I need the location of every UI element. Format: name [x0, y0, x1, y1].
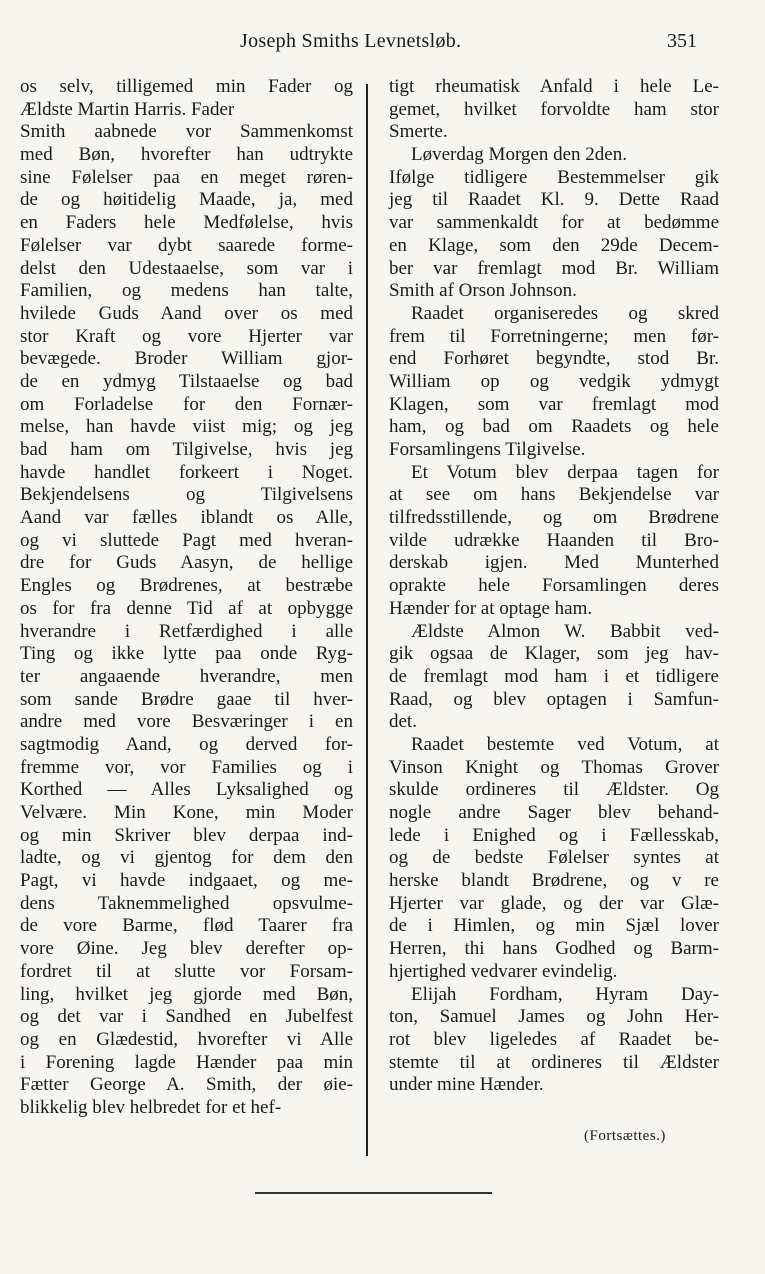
text-line: Ting og ikke lytte paa onde Ryg- [20, 643, 353, 665]
text-line: herske blandt Brødrene, og v re [389, 870, 719, 892]
text-line: bad ham om Tilgivelse, hvis jeg [20, 439, 353, 460]
text-line: sagtmodig Aand, og derved for- [20, 733, 353, 755]
right-column [389, 76, 719, 1097]
text-line: en Faders hele Medfølelse, hvis [20, 212, 353, 234]
text-line: om Forladelse for den Fornær- [20, 393, 353, 415]
text-line: frem til Forretningerne; men før- [389, 325, 719, 347]
text-line: Velvære. Min Kone, min Moder [20, 802, 353, 823]
text-line: os for fra denne Tid af at opbygge [20, 597, 353, 619]
text-line: tigt rheumatisk Anfald i hele Le- [389, 76, 719, 97]
text-line: rot blev ligeledes af Raadet be- [389, 1028, 719, 1050]
text-line: havde handlet forkeert i Noget. [20, 461, 353, 483]
text-line: lede i Enighed og i Fællesskab, [389, 824, 719, 846]
text-line: melse, han havde viist mig; og jeg [20, 416, 353, 438]
text-line: Korthed — Alles Lyksalighed og [20, 779, 353, 801]
text-line: hvilede Guds Aand over os med [20, 302, 353, 324]
text-line: hverandre i Retfærdighed i alle [20, 620, 353, 642]
running-title: Joseph Smiths Levnetsløb. [240, 30, 462, 52]
text-line: de en ydmyg Tilstaaelse og bad [20, 370, 353, 392]
text-line: ladte, og vi gjentog for dem den [20, 847, 353, 869]
text-line: og en Glædestid, hvorefter vi Alle [20, 1028, 353, 1050]
text-line: Smerte. [389, 121, 448, 143]
text-line: jeg til Raadet Kl. 9. Dette Raad [389, 189, 719, 211]
text-line: og min Skriver blev derpaa ind- [20, 824, 353, 846]
text-line: vore Øine. Jeg blev derefter op- [20, 938, 353, 960]
text-line: de og høitidelig Maade, ja, med [20, 189, 353, 211]
text-line: Fætter George A. Smith, der øie- [20, 1074, 353, 1096]
text-line: Raad, og blev optagen i Samfun- [389, 688, 719, 710]
text-line: fordret til at slutte vor Forsam- [20, 960, 353, 982]
text-line: bevægede. Broder William gjor- [20, 348, 353, 370]
text-line: med Bøn, hvorefter han udtrykte [20, 144, 353, 166]
text-line: os selv, tilligemed min Fader og [20, 76, 353, 97]
left-column [20, 76, 353, 1120]
text-line: Ældste Martin Harris. Fader [20, 98, 235, 120]
text-line: de fremlagt mod ham i et tidligere [389, 665, 719, 687]
text-line: de i Himlen, og min Sjæl lover [389, 915, 719, 937]
text-line: Pagt, vi havde indgaaet, og me- [20, 870, 353, 892]
text-line: i Forening lagde Hænder paa min [20, 1051, 353, 1073]
text-line: sine Følelser paa en meget røren- [20, 166, 353, 188]
text-line: de vore Barme, flød Taarer fra [20, 915, 353, 937]
text-line: som sande Brødre gaae til hver- [20, 688, 353, 710]
text-line: ter angaaende hverandre, men [20, 665, 353, 687]
text-line: Løverdag Morgen den 2den. [411, 144, 627, 166]
text-line: ber var fremlagt mod Br. William [389, 257, 719, 279]
column-divider [366, 84, 368, 1156]
text-line: Et Votum blev derpaa tagen for [411, 461, 719, 483]
text-line: dens Taknemmelighed opsvulme- [20, 892, 353, 914]
text-line: Raadet organiseredes og skred [411, 302, 719, 324]
text-line: fremme vor, vor Families og i [20, 756, 353, 778]
text-line: tilfredsstillende, og om Brødrene [389, 507, 719, 529]
text-line: Klagen, som var fremlagt mod [389, 393, 719, 415]
text-line: Hænder for at optage ham. [389, 597, 593, 619]
text-line: Smith af Orson Johnson. [389, 280, 577, 302]
text-line: og vi sluttede Pagt med hveran- [20, 529, 353, 551]
text-line: ton, Samuel James og John Her- [389, 1006, 719, 1028]
text-line: Hjerter var glade, og der var Glæ- [389, 892, 719, 914]
text-line: under mine Hænder. [389, 1074, 544, 1096]
text-line: Herren, thi hans Godhed og Barm- [389, 938, 719, 960]
text-line: gik ogsaa de Klager, som jeg hav- [389, 643, 719, 665]
text-line: oprakte hele Forsamlingen deres [389, 575, 719, 597]
page-header [0, 30, 765, 56]
text-line: Ældste Almon W. Babbit ved- [411, 620, 719, 642]
text-line: hjertighed vedvarer evindelig. [389, 960, 618, 982]
text-line: og det var i Sandhed en Jubelfest [20, 1006, 353, 1028]
text-line: at see om hans Bekjendelse var [389, 484, 719, 506]
text-line: ling, hvilket jeg gjorde med Bøn, [20, 983, 353, 1005]
text-line: stemte til at ordineres til Ældster [389, 1051, 719, 1073]
text-line: ham, og bad om Raadets og hele [389, 416, 719, 438]
text-line: Ifølge tidligere Bestemmelser gik [389, 166, 719, 188]
text-line: stor Kraft og vore Hjerter var [20, 325, 353, 347]
text-line: en Klage, som den 29de Decem- [389, 234, 719, 256]
text-line: delst den Udestaaelse, som var i [20, 257, 353, 279]
text-line: det. [389, 711, 417, 733]
page-number: 351 [667, 30, 697, 52]
continued-note: (Fortsættes.) [584, 1128, 666, 1144]
text-line: Følelser var dybt saarede forme- [20, 234, 353, 256]
text-line: Raadet bestemte ved Votum, at [411, 733, 719, 755]
text-line: og de bedste Følelser syntes at [389, 847, 719, 869]
text-line: William op og vedgik ydmygt [389, 370, 719, 392]
text-line: Vinson Knight og Thomas Grover [389, 756, 719, 778]
text-line: Aand var fælles iblandt os Alle, [20, 507, 353, 529]
text-line: derskab igjen. Med Munterhed [389, 552, 719, 574]
text-line: skulde ordineres til Ældster. Og [389, 779, 719, 801]
text-line: vilde udrække Haanden til Bro- [389, 529, 719, 551]
text-line: gemet, hvilket forvoldte ham stor [389, 98, 719, 120]
text-line: andre med vore Besværinger i en [20, 711, 353, 733]
text-line: Smith aabnede vor Sammenkomst [20, 121, 353, 143]
text-line: Forsamlingens Tilgivelse. [389, 439, 586, 460]
text-line: Elijah Fordham, Hyram Day- [411, 983, 719, 1005]
text-line: nogle andre Sager blev behand- [389, 802, 719, 823]
text-line: blikkelig blev helbredet for et hef- [20, 1096, 282, 1118]
text-line: var sammenkaldt for at bedømme [389, 212, 719, 234]
text-line: dre for Guds Aasyn, de hellige [20, 552, 353, 574]
footer-rule [255, 1192, 492, 1194]
text-line: Bekjendelsens og Tilgivelsens [20, 484, 353, 506]
text-line: end Forhøret begyndte, stod Br. [389, 348, 719, 370]
text-line: Familien, og medens han talte, [20, 280, 353, 302]
text-line: Engles og Brødrenes, at bestræbe [20, 575, 353, 597]
